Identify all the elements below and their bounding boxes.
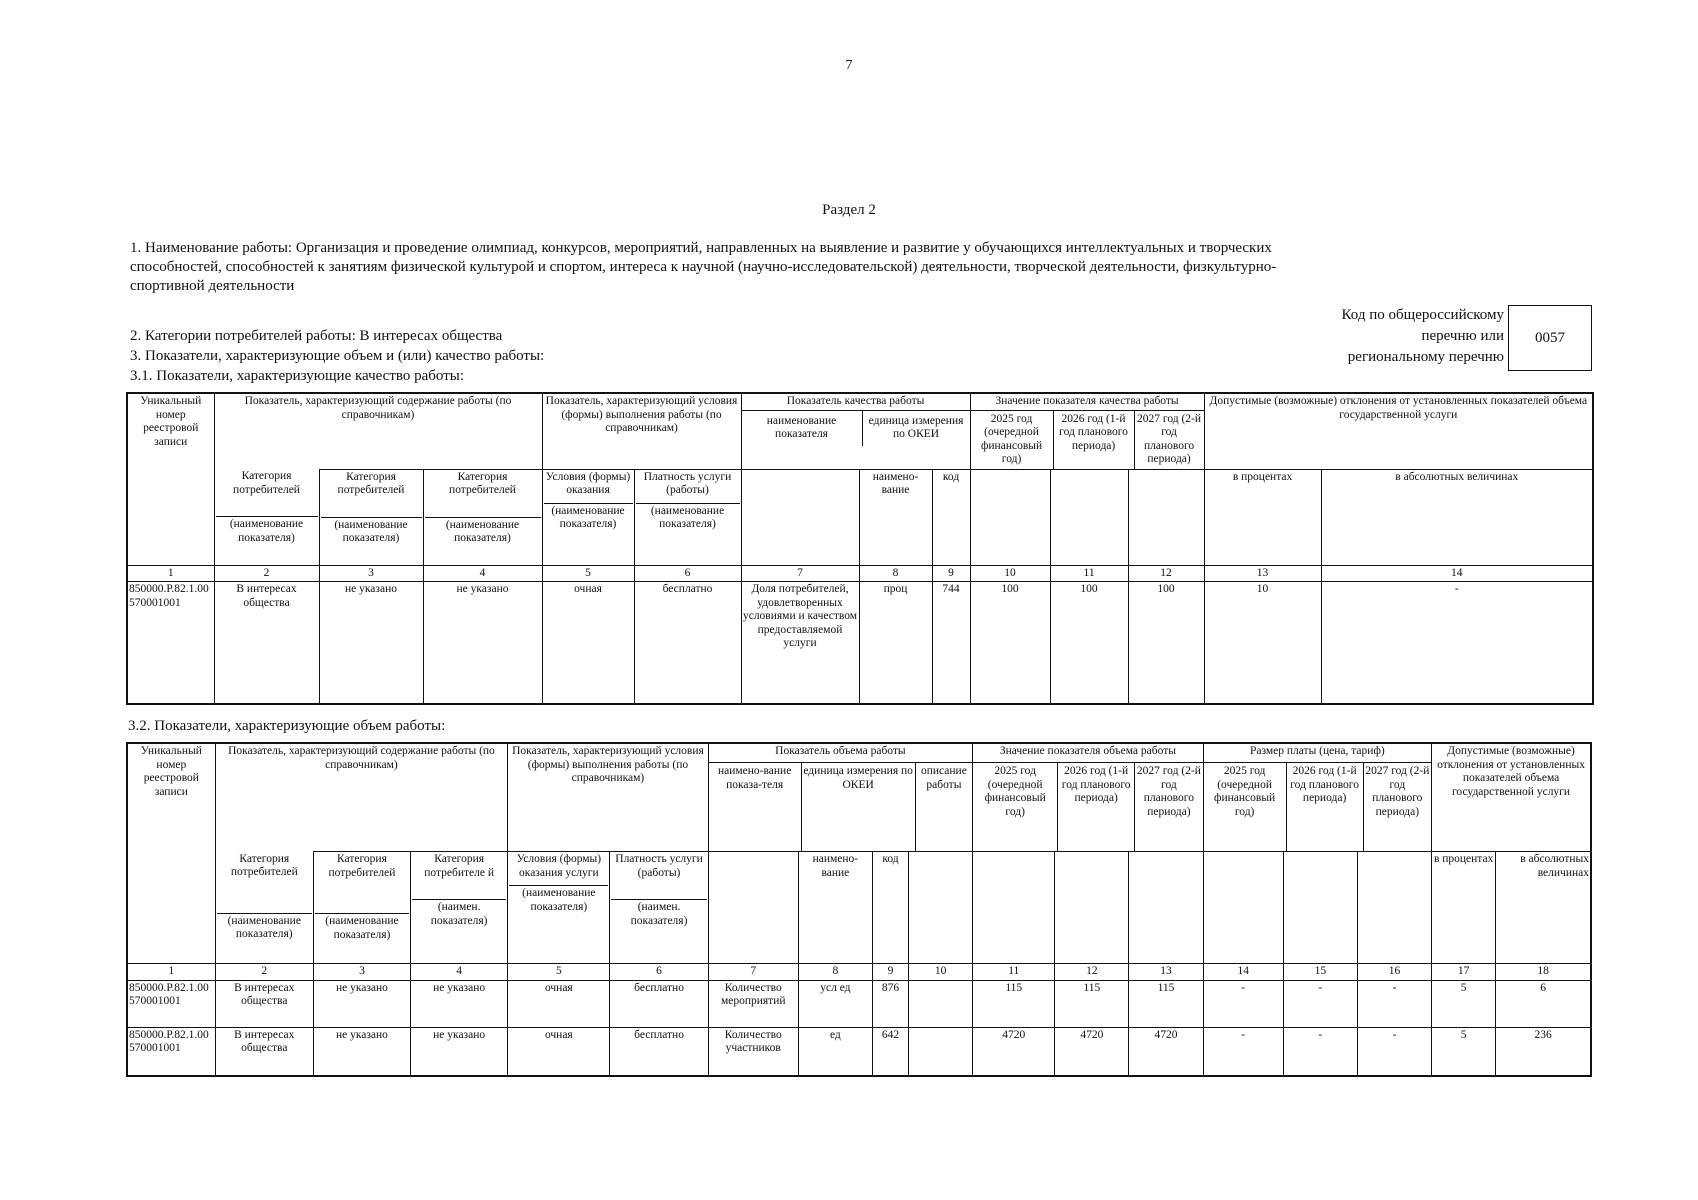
t2-num: 14: [1203, 964, 1283, 981]
t2-cell: 115: [1055, 980, 1129, 1027]
t1-cell: 100: [1128, 582, 1204, 704]
t2-num: 5: [508, 964, 610, 981]
t2-cell: 642: [872, 1027, 908, 1076]
t2-cell: 5: [1432, 980, 1496, 1027]
t2-cell: 850000.Р.82.1.00570001001: [127, 980, 215, 1027]
t1-cell: 100: [970, 582, 1050, 704]
t2-cell: 850000.Р.82.1.00570001001: [127, 1027, 215, 1076]
t2-h-value: Значение показателя объема работы: [973, 744, 1202, 763]
t2-h-code: код: [872, 852, 908, 964]
t1-num: 7: [741, 565, 859, 582]
t1-h-dev: Допустимые (возможные) отклонения от установленных показателей объема государственной услуги: [1204, 393, 1593, 469]
t2-cell: 4720: [973, 1027, 1055, 1076]
t2-cell: 4720: [1129, 1027, 1203, 1076]
indicators-heading: 3. Показатели, характеризующие объем и (или) качество работы:: [130, 348, 545, 364]
t1-h-name: наименование показателя: [742, 411, 863, 446]
t1-h-ind-5: (наименование показателя): [544, 503, 633, 532]
t2-cell: не указано: [313, 1027, 410, 1076]
t1-cell: не указано: [319, 582, 423, 704]
t1-num: 2: [214, 565, 319, 582]
section-title: Раздел 2: [822, 202, 876, 218]
t2-h-unique: Уникальный номер реестровой записи: [127, 743, 215, 964]
kod-label-2: перечню или: [1421, 328, 1504, 344]
t1-h-cat-2: Категория потребителей: [337, 470, 405, 496]
t1-h-2026: 2026 год (1-й год планового периода): [1054, 411, 1135, 469]
t1-num: 10: [970, 565, 1050, 582]
t1-h-ind-6: (наименование показателя): [636, 503, 740, 532]
t1-num: 5: [542, 565, 634, 582]
t2-cell: [909, 980, 973, 1027]
t1-num: 13: [1204, 565, 1321, 582]
t2-h-2026: 2026 год (1-й год планового периода): [1058, 763, 1135, 851]
t2-h-2025: 2025 год (очередной финансовый год): [973, 763, 1058, 851]
t1-h-content: Показатель, характеризующий содержание работы (по справочникам): [214, 393, 542, 469]
t1-h-cond: Показатель, характеризующий условия (формы) выполнения работы (по справочникам): [542, 393, 741, 469]
t1-num: 8: [859, 565, 932, 582]
t2-h-ind-6: (наимен. показателя): [611, 899, 706, 928]
t1-cell: 100: [1050, 582, 1128, 704]
t1-cell: очная: [542, 582, 634, 704]
t2-cell: -: [1357, 980, 1431, 1027]
t2-h-fee: Размер платы (цена, тариф): [1204, 744, 1431, 763]
t2-cell: очная: [508, 980, 610, 1027]
t2-h-abs: в абсолютных величинах: [1496, 852, 1591, 964]
t2-cell: бесплатно: [610, 980, 708, 1027]
t2-num: 1: [127, 964, 215, 981]
t2-num: 8: [798, 964, 872, 981]
t1-h-pay: Платность услуги (работы): [643, 470, 732, 496]
t2-cell: Количество участников: [708, 1027, 798, 1076]
t2-h-ind-3: (наимен. показателя): [412, 899, 506, 928]
t1-h-ind-2: (наименование показателя): [321, 517, 422, 546]
t2-cell: -: [1357, 1027, 1431, 1076]
t2-cell: -: [1203, 1027, 1283, 1076]
t2-h-ind-5: (наименование показателя): [509, 885, 608, 914]
t2-h-fee-2026: 2026 год (1-й год планового периода): [1287, 763, 1364, 851]
t2-cell: В интересах общества: [215, 1027, 313, 1076]
t2-h-cat-2: Категория потребителей: [328, 853, 396, 879]
t2-cell: 115: [973, 980, 1055, 1027]
t1-h-uname: наимено-вание: [859, 469, 932, 565]
t2-num: 13: [1129, 964, 1203, 981]
t2-h-uname: наимено-вание: [798, 852, 872, 964]
t1-cell: 744: [932, 582, 970, 704]
consumer-category: 2. Категории потребителей работы: В интересах общества: [130, 328, 503, 344]
t1-h-abs: в абсолютных величинах: [1321, 469, 1593, 565]
t2-h-unit: единица измерения по ОКЕИ: [802, 763, 916, 851]
t1-h-form: Условия (формы) оказания: [545, 470, 631, 496]
t2-num: 12: [1055, 964, 1129, 981]
t2-h-fee-2025: 2025 год (очередной финансовый год): [1204, 763, 1287, 851]
t2-num: 18: [1496, 964, 1591, 981]
t1-h-ind-3: (наименование показателя): [425, 517, 541, 546]
t1-cell: В интересах общества: [214, 582, 319, 704]
t2-num: 3: [313, 964, 410, 981]
t2-cell: 4720: [1055, 1027, 1129, 1076]
t1-cell: 10: [1204, 582, 1321, 704]
t2-num: 4: [411, 964, 508, 981]
quality-table: [126, 392, 1594, 705]
t2-h-content: Показатель, характеризующий содержание работы (по справочникам): [215, 743, 508, 852]
t2-h-ind-1: (наименование показателя): [217, 913, 312, 942]
t2-h-pay: Платность услуги (работы): [615, 853, 703, 879]
t2-num: 2: [215, 964, 313, 981]
t2-cell: В интересах общества: [215, 980, 313, 1027]
t2-cell: 5: [1432, 1027, 1496, 1076]
t2-num: 17: [1432, 964, 1496, 981]
t1-num: 4: [423, 565, 542, 582]
t2-h-cond: Показатель, характеризующий условия (формы) выполнения работы (по справочникам): [508, 743, 708, 852]
t2-cell: Количество мероприятий: [708, 980, 798, 1027]
t2-h-dev: Допустимые (возможные) отклонения от установленных показателей объема государственной услуги: [1432, 743, 1591, 852]
t1-h-value: Значение показателя качества работы: [971, 394, 1204, 411]
t2-cell: 115: [1129, 980, 1203, 1027]
t2-h-name: наимено-вание показа-теля: [709, 763, 802, 851]
t2-num: 7: [708, 964, 798, 981]
t2-h-fee-2027: 2027 год (2-й год планового периода): [1365, 765, 1430, 818]
t1-h-2025: 2025 год (очередной финансовый год): [971, 411, 1054, 469]
t1-h-ind-1: (наименование показателя): [216, 516, 318, 545]
t2-h-2027: 2027 год (2-й год планового периода): [1136, 765, 1201, 818]
quality-heading: 3.1. Показатели, характеризующие качество работы:: [130, 368, 464, 384]
t1-h-cat-3: Категория потребителей: [449, 470, 516, 496]
t1-cell: 850000.Р.82.1.00570001001: [127, 582, 214, 704]
t1-num: 12: [1128, 565, 1204, 582]
t2-cell: ед: [798, 1027, 872, 1076]
t2-cell: -: [1283, 1027, 1357, 1076]
t1-h-cat-1: Категория потребителей: [233, 470, 300, 496]
t2-cell: не указано: [411, 1027, 508, 1076]
t1-h-code: код: [932, 469, 970, 565]
t2-h-desc: описание работы: [920, 765, 967, 791]
work-name: 1. Наименование работы: Организация и проведение олимпиад, конкурсов, мероприятий, направленных на выявление и развитие у обучающихся интеллектуальных и творческих способностей, способностей к занятиям физической культурой и спортом, интереса к научной (научно-исследовательской) деятельности, творческой деятельности, физкультурно-спортивной деятельности: [130, 240, 1277, 294]
volume-table: [126, 742, 1592, 1077]
t1-num: 11: [1050, 565, 1128, 582]
t2-cell: очная: [508, 1027, 610, 1076]
t2-num: 6: [610, 964, 708, 981]
t1-h-2027: 2027 год (2-й год планового периода): [1137, 412, 1202, 465]
t2-h-volume: Показатель объема работы: [709, 744, 973, 763]
t1-cell: проц: [859, 582, 932, 704]
t2-cell: 236: [1496, 1027, 1591, 1076]
page-number: 7: [845, 58, 853, 73]
t1-cell: Доля потребителей, удовлетворенных условиями и качеством предоставляемой услуги: [741, 582, 859, 704]
t1-h-unit: единица измерения по ОКЕИ: [868, 414, 964, 440]
t2-cell: -: [1283, 980, 1357, 1027]
t2-num: 15: [1283, 964, 1357, 981]
t1-cell: бесплатно: [634, 582, 741, 704]
t2-num: 9: [872, 964, 908, 981]
t2-num: 16: [1357, 964, 1431, 981]
table-row: [127, 980, 1591, 1027]
t2-cell: усл ед: [798, 980, 872, 1027]
t2-cell: не указано: [411, 980, 508, 1027]
t2-h-cat-3: Категория потребителе й: [424, 853, 495, 879]
t1-cell: -: [1321, 582, 1593, 704]
kod-label-1: Код по общероссийскому: [1341, 307, 1504, 323]
t2-cell: -: [1203, 980, 1283, 1027]
kod-label-3: региональному перечню: [1347, 349, 1504, 365]
t2-num: 10: [909, 964, 973, 981]
t2-cell: [909, 1027, 973, 1076]
t2-cell: 6: [1496, 980, 1591, 1027]
t2-h-ind-2: (наименование показателя): [315, 913, 409, 942]
kod-value-box: [1508, 305, 1592, 371]
t1-num: 14: [1321, 565, 1593, 582]
t1-h-pct: в процентах: [1204, 469, 1321, 565]
t2-num: 11: [973, 964, 1055, 981]
table-row: [127, 582, 1593, 704]
t2-cell: не указано: [313, 980, 410, 1027]
volume-heading: 3.2. Показатели, характеризующие объем работы:: [128, 718, 446, 734]
t1-h-quality: Показатель качества работы: [742, 394, 970, 411]
table-row: [127, 1027, 1591, 1076]
t1-num: 6: [634, 565, 741, 582]
t1-num: 9: [932, 565, 970, 582]
t1-num: 1: [127, 565, 214, 582]
t1-cell: не указано: [423, 582, 542, 704]
t1-num: 3: [319, 565, 423, 582]
t2-h-cat-1: Категория потребителей: [230, 852, 298, 878]
t2-cell: бесплатно: [610, 1027, 708, 1076]
kod-value: 0057: [1535, 329, 1565, 346]
t2-h-form: Условия (формы) оказания услуги: [516, 853, 602, 879]
t2-cell: 876: [872, 980, 908, 1027]
t1-h-unique: Уникальный номер реестровой записи: [127, 393, 214, 565]
t2-h-pct: в процентах: [1432, 852, 1496, 964]
